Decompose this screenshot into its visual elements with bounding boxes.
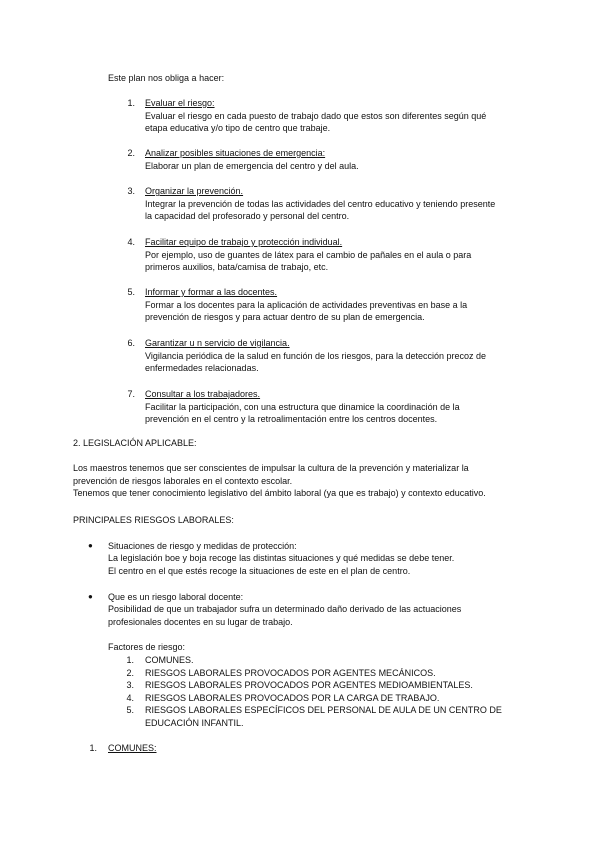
plan-item-text: Formar a los docentes para la aplicación de actividades preventivas en base a la xyxy=(145,299,468,310)
bullet-icon: ● xyxy=(88,541,93,550)
bullet-title: Que es un riesgo laboral docente: xyxy=(108,591,244,602)
plan-item-text: etapa educativa y/o tipo de centro que trabaje. xyxy=(145,123,331,133)
bullet-text: profesionales docentes en su lugar de trabajo. xyxy=(108,616,293,627)
plan-item-text: Facilitar la participación, con una estructura que dinamice la coordinación de la xyxy=(145,401,460,412)
paragraph-line: Tenemos que tener conocimiento legislativo del ámbito laboral (ya que es trabajo) y contexto educativo. xyxy=(73,488,486,498)
plan-item-title: Consultar a los trabajadores. xyxy=(145,389,261,399)
factores-label: Factores de riesgo: xyxy=(108,642,186,652)
plan-item-number: 7. xyxy=(127,389,135,399)
factor-text: EDUCACIÓN INFANTIL. xyxy=(145,717,244,728)
plan-item-text: Vigilancia periódica de la salud en función de los riesgos, para la detección precoz de xyxy=(145,350,487,361)
plan-item-text: Evaluar el riesgo en cada puesto de trabajo dado que estos son diferentes según qué xyxy=(145,110,487,121)
bullet-text: Posibilidad de que un trabajador sufra un determinado daño derivado de las actuaciones xyxy=(108,604,462,614)
plan-item-text: la capacidad del profesorado y personal del centro. xyxy=(145,211,350,221)
factor-number: 3. xyxy=(126,680,134,690)
plan-item-title: Evaluar el riesgo: xyxy=(145,98,215,108)
section-heading-legislacion: 2. LEGISLACIÓN APLICABLE: xyxy=(73,438,197,448)
plan-item-title: Facilitar equipo de trabajo y protección individual. xyxy=(145,237,343,247)
paragraph-line: Los maestros tenemos que ser conscientes de impulsar la cultura de la prevención y materializar la xyxy=(73,463,469,473)
bullet-icon: ● xyxy=(88,592,93,601)
final-item-title: COMUNES: xyxy=(108,743,157,753)
factor-text: COMUNES. xyxy=(145,655,194,665)
plan-item-number: 2. xyxy=(127,148,135,158)
factor-text: RIESGOS LABORALES PROVOCADOS POR LA CARGA DE TRABAJO. xyxy=(145,692,440,703)
plan-item-title: Informar y formar a las docentes. xyxy=(145,287,278,297)
factor-text: RIESGOS LABORALES ESPECÍFICOS DEL PERSONAL DE AULA DE UN CENTRO DE xyxy=(145,705,502,715)
plan-item-title: Analizar posibles situaciones de emergencia: xyxy=(145,148,326,158)
plan-item-text: Por ejemplo, uso de guantes de látex para el cambio de pañales en el aula o para xyxy=(145,249,472,260)
section-heading-riesgos: PRINCIPALES RIESGOS LABORALES: xyxy=(73,515,234,525)
plan-item-number: 4. xyxy=(127,237,135,247)
factor-text: RIESGOS LABORALES PROVOCADOS POR AGENTES MECÁNICOS. xyxy=(145,667,436,678)
plan-item-number: 6. xyxy=(127,338,135,348)
bullet-text: El centro en el que estés recoge la situaciones de este en el plan de centro. xyxy=(108,565,411,576)
factor-number: 5. xyxy=(126,705,134,715)
factor-number: 2. xyxy=(126,667,134,678)
factor-number: 1. xyxy=(126,655,134,665)
final-item-number: 1. xyxy=(89,743,97,753)
plan-item-title: Organizar la prevención. xyxy=(145,186,244,196)
plan-item-number: 1. xyxy=(127,98,135,108)
plan-item-text: primeros auxilios, bata/camisa de trabajo, etc. xyxy=(145,262,329,272)
plan-item-text: enfermedades relacionadas. xyxy=(145,363,259,373)
plan-item-text: Elaborar un plan de emergencia del centro y del aula. xyxy=(145,160,359,171)
plan-item-number: 5. xyxy=(127,287,135,297)
paragraph-line: prevención de riesgos laborales en el contexto escolar. xyxy=(73,475,293,486)
plan-item-text: prevención de riesgos y para actuar dentro de su plan de emergencia. xyxy=(145,312,425,322)
factor-number: 4. xyxy=(126,692,134,703)
plan-item-number: 3. xyxy=(127,186,135,196)
plan-item-text: prevención en el centro y la retroalimentación entre los centros docentes. xyxy=(145,414,438,424)
bullet-text: La legislación boe y boja recoge las distintas situaciones y qué medidas se debe tener. xyxy=(108,553,455,563)
factor-text: RIESGOS LABORALES PROVOCADOS POR AGENTES MEDIOAMBIENTALES. xyxy=(145,680,473,690)
plan-item-text: Integrar la prevención de todas las actividades del centro educativo y teniendo presente xyxy=(145,198,496,209)
plan-item-title: Garantizar u n servicio de vigilancia. xyxy=(145,338,290,348)
intro-text: Este plan nos obliga a hacer: xyxy=(108,73,225,83)
bullet-title: Situaciones de riesgo y medidas de protección: xyxy=(108,540,297,551)
